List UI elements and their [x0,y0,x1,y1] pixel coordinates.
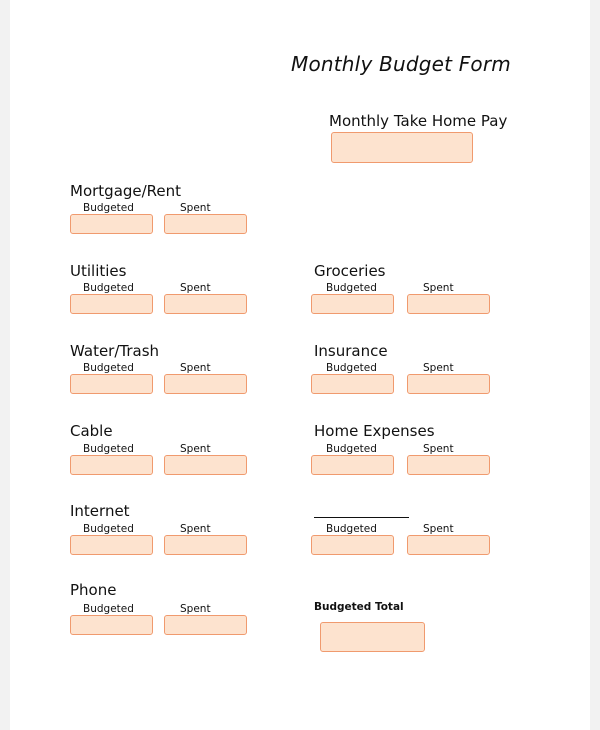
utilities-budgeted-field[interactable] [70,294,153,314]
utilities-budgeted-label: Budgeted [83,282,134,294]
groceries-label: Groceries [314,262,386,280]
custom-spent-field[interactable] [407,535,490,555]
water-trash-label: Water/Trash [70,342,160,360]
home-expenses-budgeted-field[interactable] [311,455,394,475]
insurance-budgeted-label: Budgeted [326,362,377,374]
utilities-spent-field[interactable] [164,294,247,314]
take-home-pay-label: Monthly Take Home Pay [329,112,508,130]
water-trash-spent-field[interactable] [164,374,247,394]
budgeted-total-field[interactable] [320,622,425,652]
home-expenses-budgeted-label: Budgeted [326,443,377,455]
home-expenses-label: Home Expenses [314,422,435,440]
internet-spent-field[interactable] [164,535,247,555]
home-expenses-spent-label: Spent [423,443,454,455]
phone-spent-label: Spent [180,603,211,615]
water-trash-spent-label: Spent [180,362,211,374]
utilities-spent-label: Spent [180,282,211,294]
take-home-pay-field[interactable] [331,132,473,163]
phone-label: Phone [70,581,117,599]
groceries-budgeted-field[interactable] [311,294,394,314]
budgeted-total-label: Budgeted Total [314,601,404,613]
insurance-spent-field[interactable] [407,374,490,394]
water-trash-budgeted-field[interactable] [70,374,153,394]
mortgage-budgeted-label: Budgeted [83,202,134,214]
custom-category-line[interactable] [314,517,409,518]
mortgage-spent-label: Spent [180,202,211,214]
form-title: Monthly Budget Form [291,52,511,76]
groceries-budgeted-label: Budgeted [326,282,377,294]
home-expenses-spent-field[interactable] [407,455,490,475]
mortgage-rent-label: Mortgage/Rent [70,182,182,200]
custom-spent-label: Spent [423,523,454,535]
mortgage-spent-field[interactable] [164,214,247,234]
cable-spent-field[interactable] [164,455,247,475]
custom-budgeted-label: Budgeted [326,523,377,535]
phone-spent-field[interactable] [164,615,247,635]
internet-budgeted-field[interactable] [70,535,153,555]
internet-label: Internet [70,502,130,520]
internet-spent-label: Spent [180,523,211,535]
cable-spent-label: Spent [180,443,211,455]
cable-label: Cable [70,422,113,440]
insurance-budgeted-field[interactable] [311,374,394,394]
cable-budgeted-field[interactable] [70,455,153,475]
water-trash-budgeted-label: Budgeted [83,362,134,374]
utilities-label: Utilities [70,262,127,280]
groceries-spent-field[interactable] [407,294,490,314]
mortgage-budgeted-field[interactable] [70,214,153,234]
custom-budgeted-field[interactable] [311,535,394,555]
phone-budgeted-label: Budgeted [83,603,134,615]
insurance-spent-label: Spent [423,362,454,374]
groceries-spent-label: Spent [423,282,454,294]
cable-budgeted-label: Budgeted [83,443,134,455]
internet-budgeted-label: Budgeted [83,523,134,535]
insurance-label: Insurance [314,342,388,360]
phone-budgeted-field[interactable] [70,615,153,635]
